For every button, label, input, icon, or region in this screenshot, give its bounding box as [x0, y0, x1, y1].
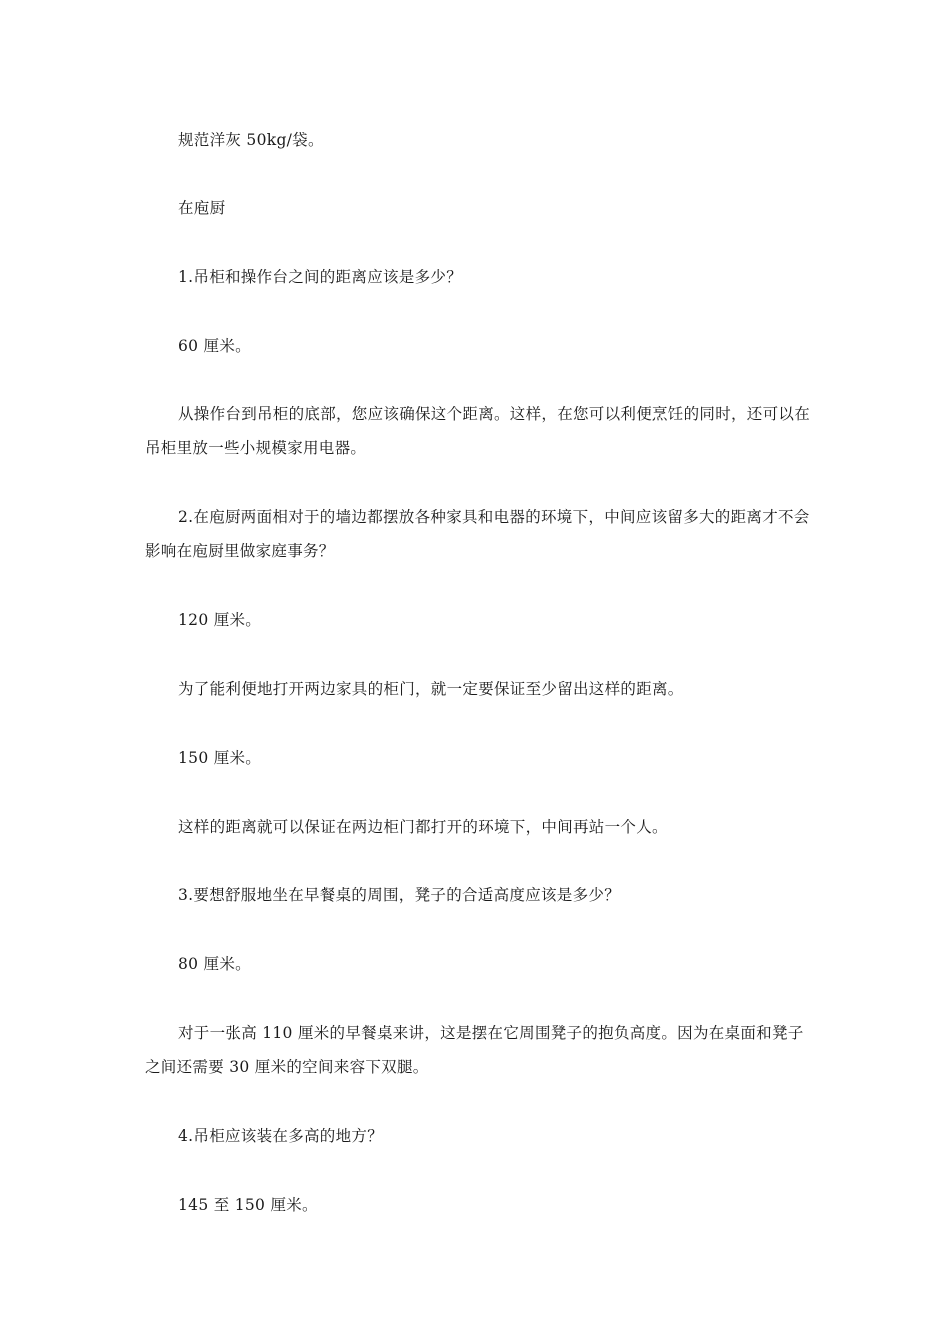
explanation-2b: 这样的距离就可以保证在两边柜门都打开的环境下，中间再站一个人。 — [178, 818, 668, 836]
explanation-1: 从操作台到吊柜的底部，您应该确保这个距离。这样，在您可以利便烹饪的同时，还可以在吊柜里放一些小规模家用电器。 — [145, 405, 811, 457]
explanation-2a: 为了能利便地打开两边家具的柜门，就一定要保证至少留出这样的距离。 — [178, 680, 684, 698]
question-1: 1.吊柜和操作台之间的距离应该是多少？ — [178, 268, 462, 286]
paragraph-cement-spec: 规范洋灰 50kg/袋。 — [178, 131, 324, 149]
answer-2a: 120 厘米。 — [178, 611, 262, 629]
answer-3: 80 厘米。 — [178, 955, 251, 973]
question-3: 3.要想舒服地坐在早餐桌的周围，凳子的合适高度应该是多少？ — [178, 886, 620, 904]
answer-1: 60 厘米。 — [178, 337, 251, 355]
question-4: 4.吊柜应该装在多高的地方？ — [178, 1127, 383, 1145]
question-2: 2.在庖厨两面相对于的墙边都摆放各种家具和电器的环境下，中间应该留多大的距离才不会影响在庖厨里做家庭事务？ — [145, 508, 810, 560]
section-heading-kitchen: 在庖厨 — [178, 199, 226, 217]
answer-2b: 150 厘米。 — [178, 749, 262, 767]
explanation-3: 对于一张高 110 厘米的早餐桌来讲，这是摆在它周围凳子的抱负高度。因为在桌面和凳子之间还需要 30 厘米的空间来容下双腿。 — [145, 1024, 804, 1076]
answer-4: 145 至 150 厘米。 — [178, 1196, 318, 1214]
